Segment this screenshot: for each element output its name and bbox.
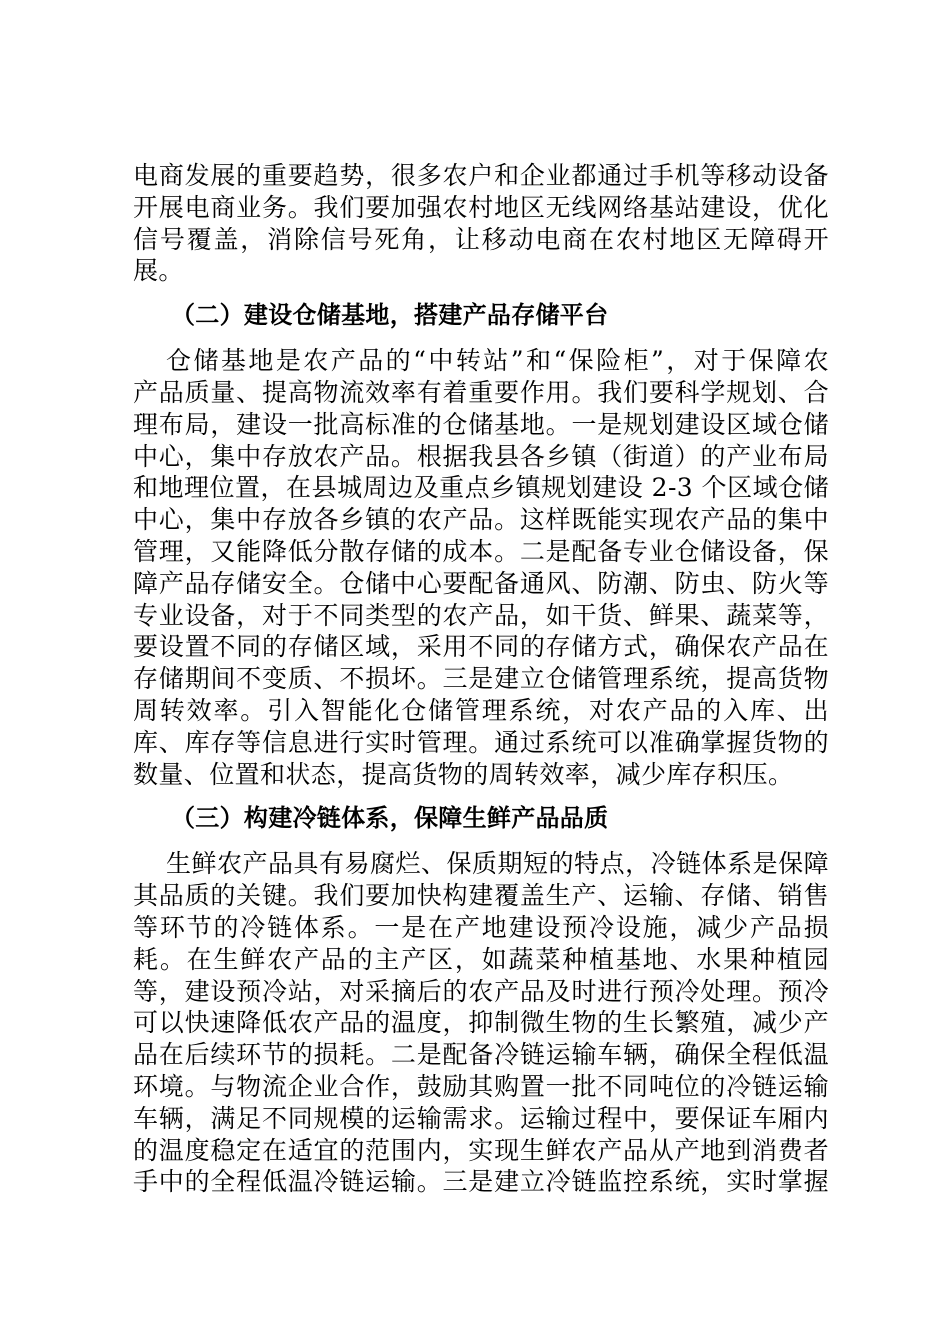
text-line: 数量、位置和状态，提高货物的周转效率，减少库存积压。 (133, 759, 794, 789)
text-line: 生鲜农产品具有易腐烂、保质期短的特点，冷链体系是保障 (166, 849, 829, 879)
text-line: 库、库存等信息进行实时管理。通过系统可以准确掌握货物的 (133, 727, 829, 757)
text-line: 信号覆盖，消除信号死角，让移动电商在农村地区无障碍开 (133, 224, 829, 254)
paragraph-section-2 (133, 345, 829, 790)
text-line: 耗。在生鲜农产品的主产区，如蔬菜种植基地、水果种植园 (133, 944, 829, 974)
text-line: 可以快速降低农产品的温度，抑制微生物的生长繁殖，减少产 (133, 1008, 829, 1038)
text-line: 中心，集中存放各乡镇的农产品。这样既能实现农产品的集中 (133, 505, 829, 535)
text-line: 要设置不同的存储区域，采用不同的存储方式，确保农产品在 (133, 632, 829, 662)
text-line: 障产品存储安全。仓储中心要配备通风、防潮、防虫、防火等 (133, 568, 829, 598)
text-line: 存储期间不变质、不损坏。三是建立仓储管理系统，提高货物 (133, 664, 829, 694)
text-line: 中心，集中存放农产品。根据我县各乡镇（街道）的产业布局 (133, 441, 829, 471)
text-line: 车辆，满足不同规模的运输需求。运输过程中，要保证车厢内 (133, 1103, 829, 1133)
text-line: 电商发展的重要趋势，很多农户和企业都通过手机等移动设备 (133, 161, 829, 190)
text-line: 仓储基地是农产品的“中转站”和“保险柜”，对于保障农 (166, 346, 829, 376)
text-line: 和地理位置，在县城周边及重点乡镇规划建设 2-3 个区域仓储 (133, 473, 829, 503)
text-line: 专业设备，对于不同类型的农产品，如干货、鲜果、蔬菜等， (133, 600, 829, 630)
text-line: 其品质的关键。我们要加快构建覆盖生产、运输、存储、销售 (133, 881, 829, 911)
text-line: 理布局，建设一批高标准的仓储基地。一是规划建设区域仓储 (133, 409, 829, 439)
text-line: 品在后续环节的损耗。二是配备冷链运输车辆，确保全程低温 (133, 1040, 829, 1070)
text-line: 等，建设预冷站，对采摘后的农产品及时进行预冷处理。预冷 (133, 976, 829, 1006)
section-heading-3: （三）构建冷链体系，保障生鲜产品品质 (171, 804, 609, 833)
section-heading-2: （二）建设仓储基地，搭建产品存储平台 (171, 301, 609, 330)
text-line: 开展电商业务。我们要加强农村地区无线网络基站建设，优化 (133, 192, 829, 222)
document-page (133, 160, 829, 1198)
text-line: 产品质量、提高物流效率有着重要作用。我们要科学规划、合 (133, 377, 829, 407)
text-line: 手中的全程低温冷链运输。三是建立冷链监控系统，实时掌握 (133, 1167, 829, 1197)
text-line: 的温度稳定在适宜的范围内，实现生鲜农产品从产地到消费者 (133, 1135, 829, 1165)
text-line: 等环节的冷链体系。一是在产地建设预冷设施，减少产品损 (133, 912, 829, 942)
text-line: 管理，又能降低分散存储的成本。二是配备专业仓储设备，保 (133, 536, 829, 566)
text-line: 环境。与物流企业合作，鼓励其购置一批不同吨位的冷链运输 (133, 1071, 829, 1101)
paragraph-section-3 (133, 848, 829, 1198)
text-line: 周转效率。引入智能化仓储管理系统，对农产品的入库、出 (133, 695, 829, 725)
text-line: 展。 (133, 256, 184, 286)
paragraph-intro (133, 160, 829, 287)
